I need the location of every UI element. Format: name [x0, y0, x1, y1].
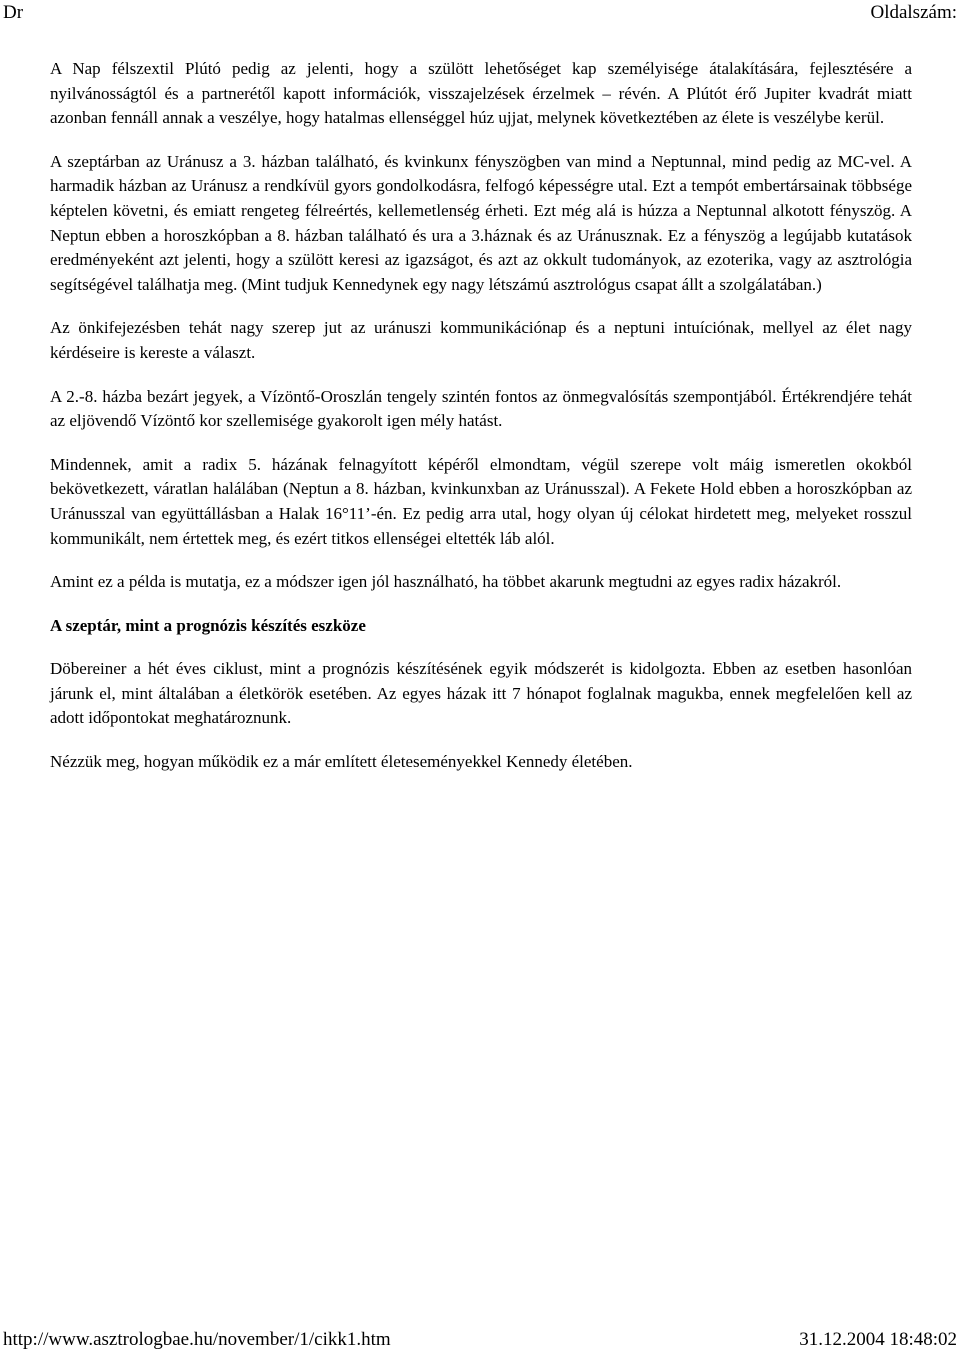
- header-page-number: Oldalszám:: [870, 2, 957, 23]
- paragraph: A 2.-8. házba bezárt jegyek, a Vízöntő-Oroszlán tengely szintén fontos az önmegvalósítás szempontjából. Értékrendjére tehát az eljövendő Vízöntő kor szellemisége gyakorolt igen mély hatást.: [50, 386, 912, 431]
- page-header: [0, 0, 960, 30]
- paragraph: Amint ez a példa is mutatja, ez a módszer igen jól használható, ha többet akarunk megtudni az egyes radix házakról.: [50, 572, 842, 592]
- footer-url: http://www.asztrologbae.hu/november/1/cikk1.htm: [3, 1329, 391, 1350]
- header-title: Dr: [3, 2, 24, 23]
- article-body: [50, 57, 912, 794]
- paragraph: Döbereiner a hét éves ciklust, mint a prognózis készítésének egyik módszerét is kidolgozta. Ebben az esetben hasonlóan járunk el, mint általában a életkörök esetében. Az egyes házak itt 7 hónapot foglalnak magukba, ennek megfelelően kell az adott időpontokat meghatároznunk.: [50, 659, 912, 728]
- paragraph: A szeptárban az Uránusz a 3. házban található, és kvinkunx fényszögben van mind a Neptunnal, mind pedig az MC-vel. A harmadik házban az Uránusz a rendkívül gyors gondolkodásra, felfogó képességre utal. Ezt a tempót embertársainak többsége képtelen követni, és emiatt rengeteg félreértés, kellemetlenség érheti. Ezt még alá is húzza a Neptunnal alkotott fényszög. A Neptun ebben a horoszkópban a 8. házban található és ura a 3.háznak és az Uránusznak. Ez a fényszög a legújabb kutatások eredményeként azt jelenti, hogy a szülött keresi az igazságot, és azt az okkult tudományok, az ezoterika, vagy az asztrológia segítségével találhatja meg. (Mint tudjuk Kennedynek egy nagy létszámú asztrológus csapat állt a szolgálatában.): [50, 151, 912, 294]
- paragraph: Az önkifejezésben tehát nagy szerep jut az uránuszi kommunikációnap és a neptuni intuíciónak, mellyel az élet nagy kérdéseire is kereste a választ.: [50, 318, 912, 362]
- section-heading: A szeptár, mint a prognózis készítés eszköze: [50, 615, 366, 635]
- paragraph: Mindennek, amit a radix 5. házának felnagyított képéről elmondtam, végül szerepe volt máig ismeretlen okokból bekövetkezett, váratlan halálában (Neptun a 8. házban, kvinkunxban az Uránusszal). A Fekete Hold ebben a horoszkópban az Uránusszal van együttállásban a Halak 16°11’-én. Ez pedig arra utal, hogy olyan új célokat hirdetett meg, melyeket rosszul kommunikált, nem értettek meg, és ezért titkos ellenségei eltették láb alól.: [50, 454, 912, 548]
- paragraph: Nézzük meg, hogyan működik ez a már említett életeseményekkel Kennedy életében.: [50, 752, 633, 772]
- footer-datetime: 31.12.2004 18:48:02: [799, 1329, 957, 1350]
- paragraph: A Nap félszextil Plútó pedig az jelenti, hogy a szülött lehetőséget kap személyisége átalakítására, fejlesztésére a nyilvánosságtól és a partnerétől kapott információk, visszajelzések érzelmek – révén. A Plútót érő Jupiter kvadrát miatt azonban fennáll annak a veszélye, hogy hatalmas ellenséggel húz ujjat, melynek következtében az élete is veszélybe kerül.: [50, 59, 912, 128]
- page-footer: [0, 1328, 960, 1354]
